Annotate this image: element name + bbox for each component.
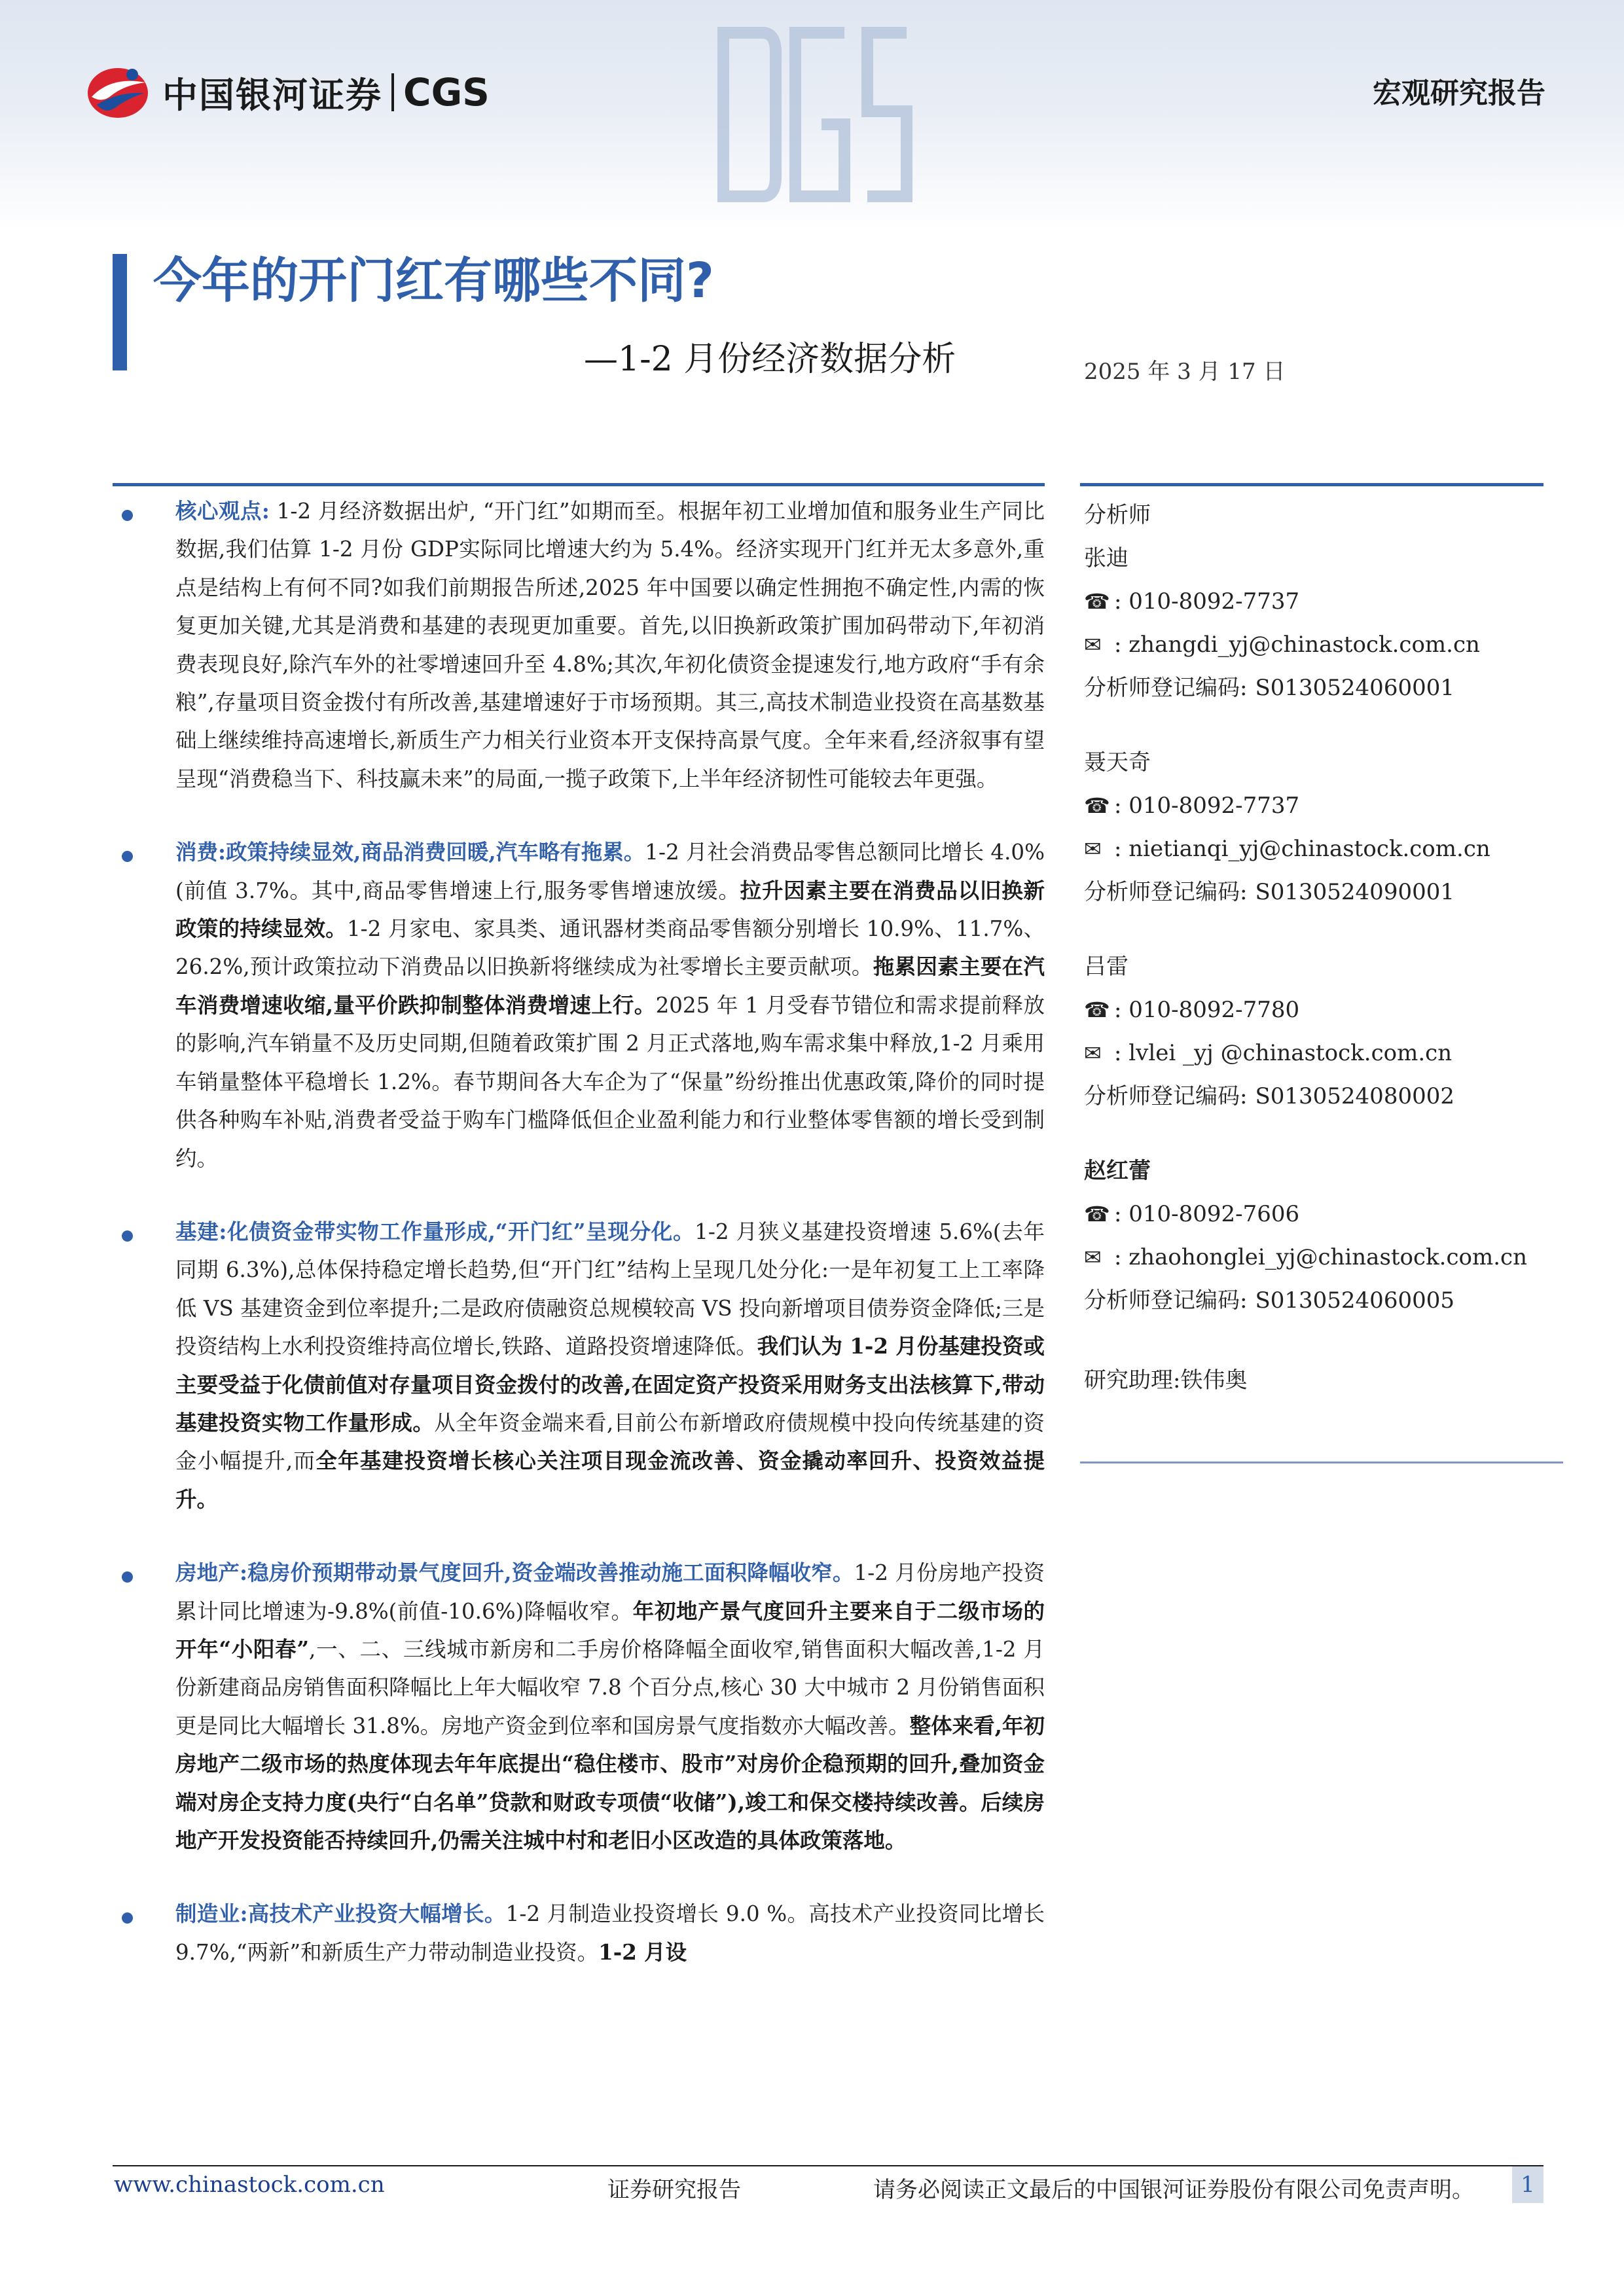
section-emphasis-text: 拖累因素主要在汽车消费增速收缩,量平价跌抑制整体消费增速上行。 <box>175 954 1045 1018</box>
section-text: ,一、二、三线城市新房和二手房价格降幅全面收窄,销售面积大幅改善,1-2 月份新建商品房销售面积降幅比上年大幅收窄 7.8 个百分点,核心 30 大中城市 2 月份销售面积更是同比大幅增长 31.8%。房地产资金到位率和国房景气度指数亦大幅改善。 <box>175 1636 1045 1738</box>
field-separator: : <box>1114 1201 1129 1227</box>
analyst-name-text: 聂天奇 <box>1084 749 1151 776</box>
analyst-phone <box>1084 988 1555 1031</box>
analyst-registration <box>1084 1075 1555 1118</box>
analyst-registration <box>1084 870 1555 914</box>
sidebar-bottom-rule <box>1080 1462 1563 1463</box>
section-text: 1-2 月社会消费品零售总额同比增长 4.0%(前值 3.7%。其中,商品零售增速上行,服务零售增速放缓。 <box>175 840 1045 903</box>
analyst-name-text: 吕雷 <box>1084 954 1128 980</box>
section-text: 2025 年 1 月受春节错位和需求提前释放的影响,汽车销量不及历史同期,但随着政策扩围 2 月正式落地,购车需求集中释放,1-2 月乘用车销量整体平稳增长 1.2%。春节期间各大车企为了“保量”纷纷推出优惠政策,降价的同时提供各种购车补贴,消费者受益于购车门槛降低但企业盈利能力和行业整体零售额的增长受到制约。 <box>175 992 1045 1171</box>
analyst-phone-text: 010-8092-7737 <box>1128 588 1300 615</box>
sidebar-top-rule <box>1080 483 1543 486</box>
title-accent-bar <box>113 254 127 370</box>
section-text: 1-2 月份房地产投资累计同比增速为-9.8%(前值-10.6%)降幅收窄。 <box>175 1560 1045 1624</box>
analyst-phone-text: 010-8092-7737 <box>1128 793 1300 819</box>
analyst-name <box>1084 1149 1555 1193</box>
bullet-dot-icon <box>122 851 133 862</box>
analyst-name-text: 赵红蕾 <box>1084 1158 1151 1184</box>
section-heading: 基建:化债资金带实物工作量形成,“开门红”呈现分化。 <box>175 1218 695 1244</box>
analyst-card <box>1084 741 1555 914</box>
report-title: 今年的开门红有哪些不同? <box>153 253 714 309</box>
registration-code: S0130524060001 <box>1255 675 1454 701</box>
section-paragraph <box>175 492 1045 798</box>
cgs-watermark-graphic <box>710 20 920 209</box>
analyst-email[interactable] <box>1084 1236 1555 1279</box>
bullet-dot-icon <box>122 1912 133 1924</box>
section-heading: 房地产:稳房价预期带动景气度回升,资金端改善推动施工面积降幅收窄。 <box>175 1560 854 1586</box>
phone-icon: ☎ <box>1084 793 1110 818</box>
main-content <box>113 492 1045 2007</box>
analyst-name-text: 张迪 <box>1084 545 1128 571</box>
analyst-email[interactable] <box>1084 623 1555 666</box>
section-emphasis-text: 我们认为 1-2 月份基建投资或主要受益于化债前值对存量项目资金拨付的改善,在固定资产投资采用财务支出法核算下,带动基建投资实物工作量形成。 <box>175 1333 1045 1435</box>
section-paragraph <box>175 1554 1045 1859</box>
analyst-email[interactable] <box>1084 827 1555 870</box>
analyst-phone <box>1084 1193 1555 1236</box>
galaxy-logo-icon <box>85 63 151 122</box>
field-separator: : <box>1114 632 1129 658</box>
analyst-registration <box>1084 1279 1555 1322</box>
registration-label: 分析师登记编码: <box>1084 1287 1248 1314</box>
analyst-name <box>1084 741 1555 784</box>
analyst-phone <box>1084 580 1555 623</box>
section-emphasis-text: 1-2 月设 <box>598 1939 687 1965</box>
field-separator: : <box>1114 997 1129 1023</box>
section-0 <box>113 492 1045 798</box>
registration-label: 分析师登记编码: <box>1084 879 1248 905</box>
section-emphasis-text: 拉升因素主要在消费品以旧换新政策的持续显效。 <box>175 877 1045 942</box>
field-separator: : <box>1114 588 1129 615</box>
report-date: 2025 年 3 月 17 日 <box>1084 359 1286 385</box>
phone-icon: ☎ <box>1084 589 1110 614</box>
analysts-label: 分析师 <box>1084 502 1151 528</box>
main-column-rule <box>113 483 1045 486</box>
footer-report-label: 证券研究报告 <box>607 2177 741 2203</box>
section-heading: 制造业:高技术产业投资大幅增长。 <box>175 1901 506 1927</box>
section-emphasis-text: 整体来看,年初房地产二级市场的热度体现去年年底提出“稳住楼市、股市”对房价企稳预期的回升,叠加资金端对房企支持力度(央行“白名单”贷款和财政专项债“收储”),竣工和保交楼持续改善。后续房地产开发投资能否持续回升,仍需关注城中村和老旧小区改造的具体政策落地。 <box>175 1712 1045 1853</box>
section-text: 1-2 月狭义基建投资增速 5.6%(去年同期 6.3%),总体保持稳定增长趋势,但“开门红”结构上呈现几处分化:一是年初复工上工率降低 VS 基建资金到位率提升;二是政府债融资总规模较高 VS 投向新增项目债券资金降低;三是投资结构上水利投资维持高位增长,铁路、道路投资增速降低。 <box>175 1219 1045 1359</box>
page-number: 1 <box>1512 2166 1543 2203</box>
registration-code: S0130524060005 <box>1255 1287 1454 1314</box>
section-2 <box>113 1213 1045 1518</box>
analyst-sidebar <box>1084 493 1555 1402</box>
section-heading: 消费:政策持续显效,商品消费回暖,汽车略有拖累。 <box>175 839 645 865</box>
bullet-dot-icon <box>122 1571 133 1583</box>
phone-icon: ☎ <box>1084 997 1110 1022</box>
section-emphasis-text: 年初地产景气度回升主要来自于二级市场的开年“小阳春” <box>175 1598 1045 1662</box>
field-separator: : <box>1114 1244 1129 1270</box>
section-paragraph <box>175 1895 1045 1971</box>
section-paragraph <box>175 1213 1045 1518</box>
phone-icon: ☎ <box>1084 1202 1110 1227</box>
analyst-name <box>1084 945 1555 988</box>
email-icon: ✉ <box>1084 1041 1102 1066</box>
report-type-label: 宏观研究报告 <box>1373 77 1545 110</box>
section-paragraph <box>175 833 1045 1177</box>
brand-name-cn: 中国银河证券 <box>162 74 382 116</box>
email-icon: ✉ <box>1084 632 1102 657</box>
footer-disclaimer: 请务必阅读正文最后的中国银河证券股份有限公司免责声明。 <box>873 2177 1474 2203</box>
analyst-card <box>1084 537 1555 709</box>
footer-rule <box>113 2165 1543 2166</box>
section-4 <box>113 1895 1045 1971</box>
section-text: 1-2 月经济数据出炉, “开门红”如期而至。根据年初工业增加值和服务业生产同比数据,我们估算 1-2 月份 GDP实际同比增速大约为 5.4%。经济实现开门红并无太多意外,重点是结构上有何不同?如我们前期报告所述,2025 年中国要以确定性拥抱不确定性,内需的恢复更加关键,尤其是消费和基建的表现更加重要。首先,以旧换新政策扩围加码带动下,年初消费表现良好,除汽车外的社零增速回升至 4.8%;其次,年初化债资金提速发行,地方政府“手有余粮”,存量项目资金拨付有所改善,基建增速好于市场预期。其三,高技术制造业投资在高基数基础上继续维持高速增长,新质生产力相关行业资本开支保持高景气度。全年来看,经济叙事有望呈现“消费稳当下、科技赢未来”的局面,一揽子政策下,上半年经济韧性可能较去年更强。 <box>175 499 1045 791</box>
registration-label: 分析师登记编码: <box>1084 675 1248 701</box>
analyst-phone-text: 010-8092-7606 <box>1128 1201 1300 1227</box>
footer-website-link[interactable]: www.chinastock.com.cn <box>114 2172 385 2198</box>
analyst-email-text: nietianqi_yj@chinastock.com.cn <box>1128 836 1490 862</box>
registration-label: 分析师登记编码: <box>1084 1083 1248 1109</box>
registration-code: S0130524090001 <box>1255 879 1454 905</box>
field-separator: : <box>1114 836 1129 862</box>
research-assistant: 研究助理:铁伟奥 <box>1084 1367 1248 1393</box>
email-icon: ✉ <box>1084 1245 1102 1270</box>
section-heading: 核心观点: <box>175 498 270 524</box>
analyst-email-text: zhaohonglei_yj@chinastock.com.cn <box>1128 1244 1527 1270</box>
field-separator: : <box>1114 793 1129 819</box>
field-separator: : <box>1114 1040 1129 1066</box>
analyst-email-text: zhangdi_yj@chinastock.com.cn <box>1128 632 1480 658</box>
email-icon: ✉ <box>1084 836 1102 861</box>
analyst-registration <box>1084 666 1555 709</box>
analyst-card <box>1084 945 1555 1118</box>
section-emphasis-text: 全年基建投资增长核心关注项目现金流改善、资金撬动率回升、投资效益提升。 <box>175 1448 1045 1512</box>
analyst-email[interactable] <box>1084 1031 1555 1075</box>
analyst-list <box>1084 537 1555 1322</box>
analyst-phone <box>1084 784 1555 827</box>
section-text: 1-2 月制造业投资增长 9.0 %。高技术产业投资同比增长 9.7%,“两新”和新质生产力带动制造业投资。 <box>175 1901 1045 1965</box>
section-3 <box>113 1554 1045 1859</box>
analyst-phone-text: 010-8092-7780 <box>1128 997 1300 1023</box>
brand-name-en: CGS <box>403 70 490 115</box>
analyst-name <box>1084 537 1555 580</box>
registration-code: S0130524080002 <box>1255 1083 1454 1109</box>
section-1 <box>113 833 1045 1177</box>
bullet-dot-icon <box>122 510 133 521</box>
brand-divider <box>391 73 394 111</box>
report-subtitle: —1-2 月份经济数据分析 <box>584 340 956 379</box>
brand-logo <box>85 63 490 122</box>
analyst-email-text: lvlei _yj @chinastock.com.cn <box>1128 1040 1453 1066</box>
section-text: 1-2 月家电、家具类、通讯器材类商品零售额分别增长 10.9%、11.7%、26.2%,预计政策拉动下消费品以旧换新将继续成为社零增长主要贡献项。 <box>175 916 1045 980</box>
analyst-card <box>1084 1149 1555 1322</box>
bullet-dot-icon <box>122 1230 133 1242</box>
section-text: 从全年资金端来看,目前公布新增政府债规模中投向传统基建的资金小幅提升,而 <box>175 1410 1045 1474</box>
